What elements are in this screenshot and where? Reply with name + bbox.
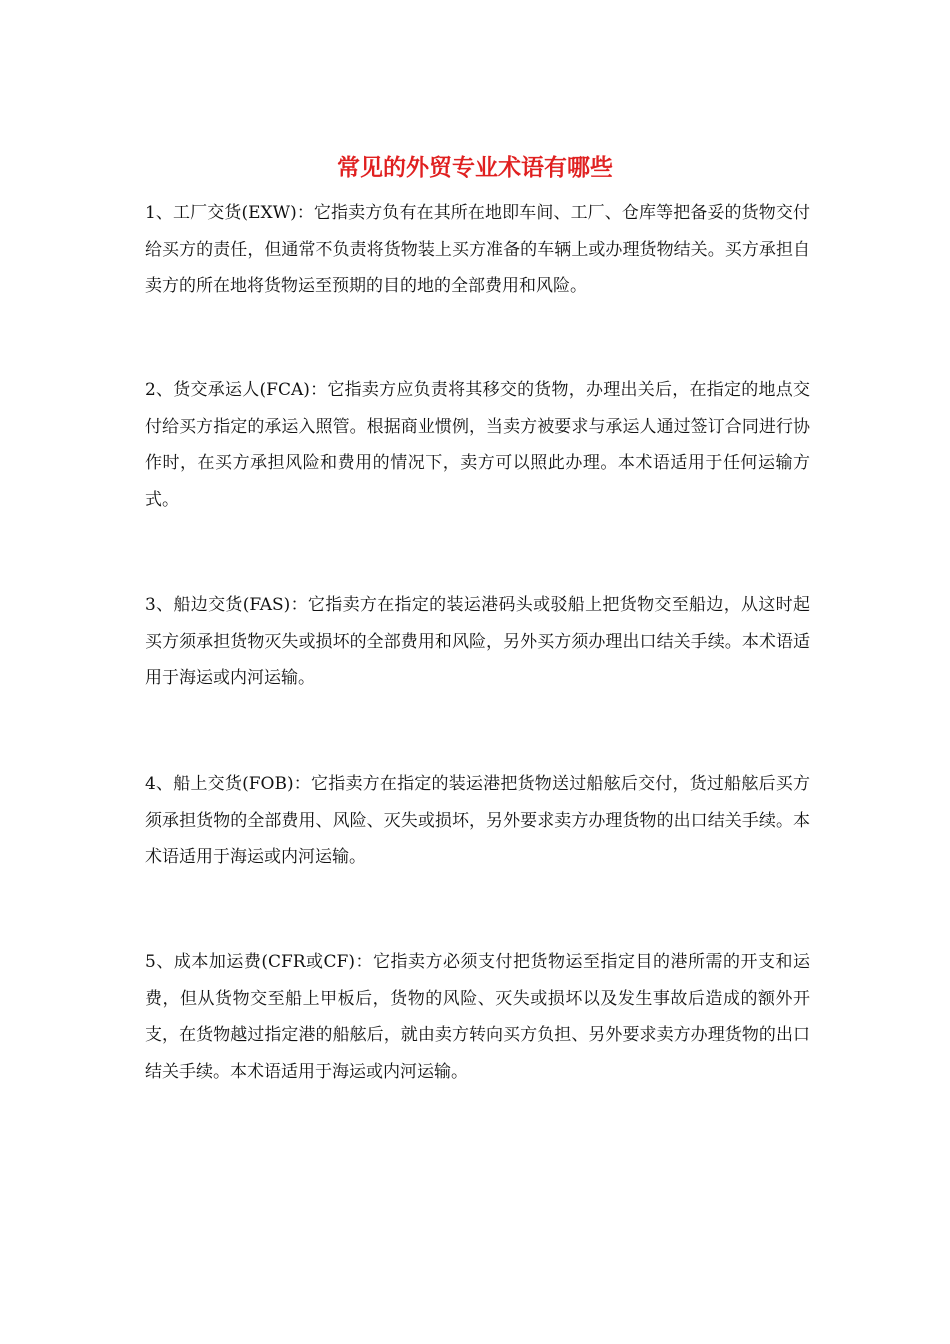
paragraph-fob: 4、船上交货(FOB)：它指卖方在指定的装运港把货物送过船舷后交付，货过船舷后买方须承担货物的全部费用、风险、灭失或损坏，另外要求卖方办理货物的出口结关手续。本术语适用于海运或内河运输。 (145, 774, 810, 867)
paragraph-cfr: 5、成本加运费(CFR或CF)：它指卖方必须支付把货物运至指定目的港所需的开支和运费，但从货物交至船上甲板后，货物的风险、灭失或损坏以及发生事故后造成的额外开支，在货物越过指定港的船舷后，就由卖方转向买方负担、另外要求卖方办理货物的出口结关手续。本术语适用于海运或内河运输。 (145, 952, 810, 1082)
document-title: 常见的外贸专业术语有哪些 (337, 155, 613, 181)
paragraph-fas: 3、船边交货(FAS)：它指卖方在指定的装运港码头或驳船上把货物交至船边，从这时起买方须承担货物灭失或损坏的全部费用和风险，另外买方须办理出口结关手续。本术语适用于海运或内河运输。 (145, 595, 810, 688)
paragraph-fca: 2、货交承运人(FCA)：它指卖方应负责将其移交的货物，办理出关后，在指定的地点交付给买方指定的承运入照管。根据商业惯例，当卖方被要求与承运人通过签订合同进行协作时，在买方承担风险和费用的情况下，卖方可以照此办理。本术语适用于任何运输方式。 (145, 380, 810, 510)
paragraph-exw: 1、工厂交货(EXW)：它指卖方负有在其所在地即车间、工厂、仓库等把备妥的货物交付给买方的责任，但通常不负责将货物装上买方准备的车辆上或办理货物结关。买方承担自卖方的所在地将货物运至预期的目的地的全部费用和风险。 (145, 203, 810, 296)
